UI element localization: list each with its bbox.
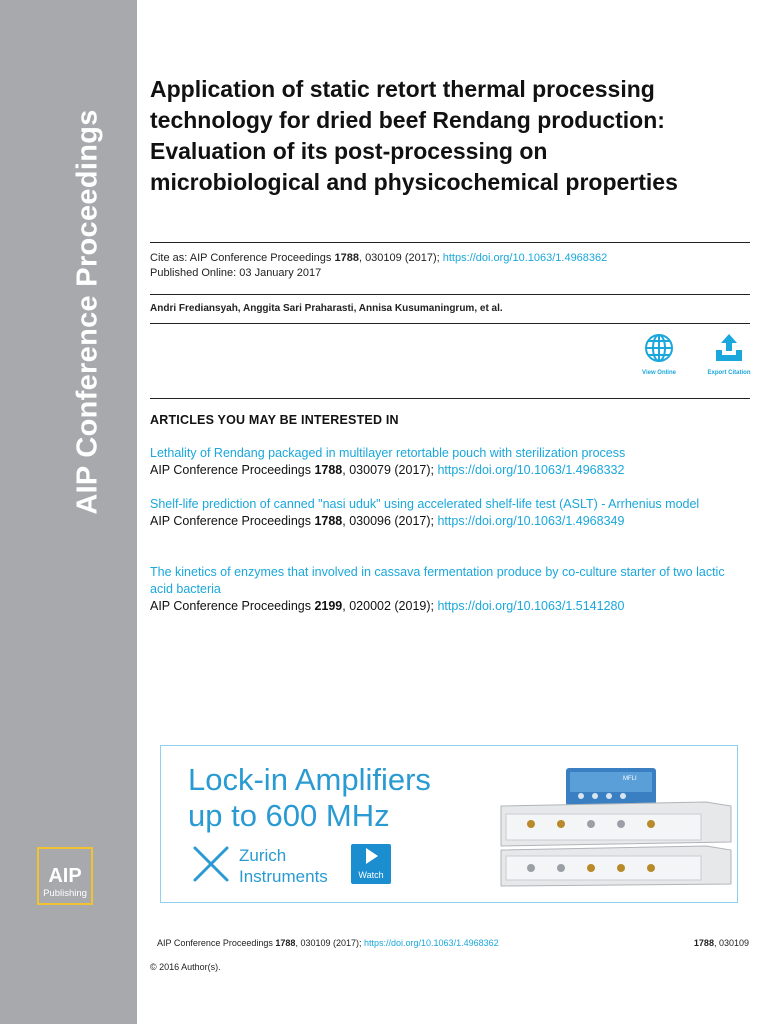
citation-doi-link[interactable]: https://doi.org/10.1063/1.4968362 [442,252,608,264]
logo-aip-text: AIP [48,865,82,887]
divider [150,398,750,399]
citation-suffix: , 030109 (2017); [358,252,443,264]
related-article-doi-link[interactable]: https://doi.org/10.1063/1.5141280 [437,599,625,613]
related-article [150,496,750,530]
published-date: Published Online: 03 January 2017 [150,267,322,279]
citation-volume: 1788 [334,252,359,264]
related-article-journal: AIP Conference Proceedings [150,463,315,477]
citation-prefix: Cite as: AIP Conference Proceedings [150,252,335,264]
zurich-instruments-logo-icon [191,844,231,884]
copyright-notice: © 2016 Author(s). [150,962,221,972]
related-article [150,445,750,479]
article-title: Application of static retort thermal processing technology for dried beef Rendang production: Evaluation of its post-processing on microbiological and physicochemical properties [150,76,678,195]
related-article-journal: AIP Conference Proceedings [150,514,315,528]
logo-publishing-text: Publishing [43,888,87,899]
lock-in-amplifier-devices-image [491,762,738,888]
ad-brand-line2: Instruments [239,867,328,886]
view-online-button[interactable] [629,332,689,376]
sidebar [0,0,137,1024]
divider [150,242,750,243]
journal-name: AIP Conference Proceedings [71,109,104,515]
related-article-ref [150,462,750,479]
related-articles-heading: ARTICLES YOU MAY BE INTERESTED IN [150,413,399,427]
view-online-label: View Online [642,370,676,376]
watch-video-button[interactable] [351,844,391,884]
footer-ref: , 030109 (2017); [295,938,364,948]
ad-headline-line2: up to 600 MHz [188,798,390,833]
globe-icon [643,332,675,364]
footer-page-volume: 1788 [693,938,714,948]
aip-publishing-logo[interactable] [37,847,93,905]
related-article-title-link[interactable]: The kinetics of enzymes that involved in cassava fermentation produce by co-culture starter of two lactic acid bacteria [150,565,725,596]
related-article-ref [150,513,750,530]
related-article-pages: , 020002 (2019); [342,599,438,613]
related-article-volume: 1788 [314,514,343,528]
related-article-doi-link[interactable]: https://doi.org/10.1063/1.4968349 [437,514,625,528]
ad-headline [188,762,431,834]
watch-label: Watch [358,870,384,880]
related-article-pages: , 030079 (2017); [342,463,438,477]
related-article-pages: , 030096 (2017); [342,514,438,528]
footer-page-number: , 030109 [713,938,749,948]
export-citation-button[interactable] [699,332,759,376]
related-article-title-link[interactable]: Lethality of Rendang packaged in multilayer retortable pouch with sterilization process [150,446,626,460]
page-footer [157,938,749,948]
related-article-journal: AIP Conference Proceedings [150,599,315,613]
citation-block [150,251,607,281]
related-article [150,564,750,615]
divider [150,294,750,295]
export-citation-label: Export Citation [707,370,751,376]
related-article-doi-link[interactable]: https://doi.org/10.1063/1.4968332 [437,463,625,477]
ad-headline-line1: Lock-in Amplifiers [188,762,431,797]
advertisement-banner[interactable] [160,745,738,903]
citation-line [150,251,607,266]
related-article-volume: 1788 [314,463,343,477]
footer-volume: 1788 [275,938,296,948]
device-label: MFLI [623,776,637,782]
author-list: Andri Frediansyah, Anggita Sari Praharasti, Annisa Kusumaningrum, et al. [150,303,503,314]
divider [150,323,750,324]
related-article-volume: 2199 [314,599,343,613]
related-article-title-link[interactable]: Shelf-life prediction of canned "nasi uduk" using accelerated shelf-life test (ASLT) - Arrhenius model [150,497,700,511]
play-icon [351,844,391,868]
footer-journal: AIP Conference Proceedings [157,938,276,948]
ad-brand [239,845,328,887]
export-icon [713,332,745,364]
footer-page-id [694,938,749,948]
related-article-ref [150,598,750,615]
footer-doi-link[interactable]: https://doi.org/10.1063/1.4968362 [364,938,499,948]
ad-brand-line1: Zurich [239,846,287,865]
